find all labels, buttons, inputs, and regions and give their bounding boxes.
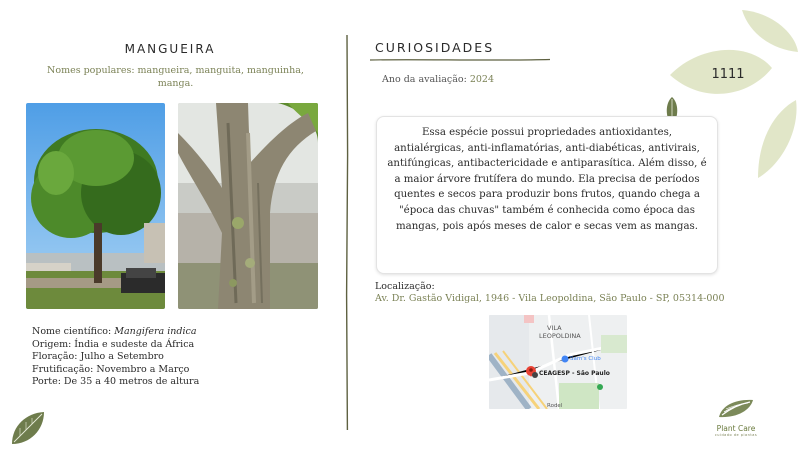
map-place: CEAGESP - São Paulo bbox=[539, 370, 610, 377]
plant-title: MANGUEIRA bbox=[124, 42, 216, 56]
map-road: Rodel bbox=[547, 403, 563, 409]
trunk-photo bbox=[178, 103, 318, 309]
curiosities-text: Essa espécie possui propriedades antioxidantes, antialérgicas, anti-inflamatórias, anti-diabéticas, antivirais, antifúngicas, antibactericidade e antiparasítica. Além disso, é a maior árvore frutífera do mundo. Ela precisa de períodos quentes e secos para produzir bons frutos, quando chega a "época das chuvas" também é conhecida como época das mangas, pois após meses de calor e secas vem as mangas. bbox=[387, 127, 707, 232]
map-district-line1: VILA bbox=[547, 324, 562, 332]
id-number: 1111 bbox=[711, 67, 745, 82]
scientific-name-label: Nome científico: bbox=[32, 326, 115, 337]
map-district-line2: LEOPOLDINA bbox=[539, 332, 581, 340]
brand-leaf-icon bbox=[716, 397, 756, 419]
plant-facts bbox=[32, 326, 199, 389]
fruiting-row: Frutificação: Novembro a Março bbox=[32, 363, 190, 375]
location-map[interactable] bbox=[489, 315, 627, 409]
year-value: 2024 bbox=[469, 74, 495, 85]
evaluation-year bbox=[382, 74, 494, 85]
leaf-icon bbox=[8, 408, 48, 448]
map-store: Sam's Club bbox=[570, 356, 601, 362]
title-underline bbox=[370, 58, 550, 62]
scientific-name-row bbox=[32, 326, 199, 339]
origin-row: Origem: Índia e sudeste da África bbox=[32, 338, 195, 350]
size-row: Porte: De 35 a 40 metros de altura bbox=[32, 376, 200, 387]
location-label: Localização: bbox=[375, 281, 435, 292]
year-label: Ano da avaliação: bbox=[382, 74, 470, 85]
scientific-name-value: Mangifera indica bbox=[114, 326, 197, 337]
brand-name: Plant Care bbox=[716, 424, 756, 433]
popular-names: Nomes populares: mangueira, manguita, manguinha, manga. bbox=[47, 65, 304, 89]
location-address: Av. Dr. Gastão Vidigal, 1946 - Vila Leopoldina, São Paulo - SP, 05314-000 bbox=[375, 293, 725, 304]
column-divider bbox=[345, 35, 349, 430]
curiosities-title: CURIOSIDADES bbox=[375, 40, 495, 55]
brand-tagline: cuidado de plantas bbox=[714, 433, 758, 437]
tree-photo bbox=[26, 103, 165, 309]
brand-logo bbox=[703, 397, 769, 437]
curiosities-box bbox=[376, 116, 718, 274]
flowering-row: Floração: Julho a Setembro bbox=[32, 351, 164, 362]
